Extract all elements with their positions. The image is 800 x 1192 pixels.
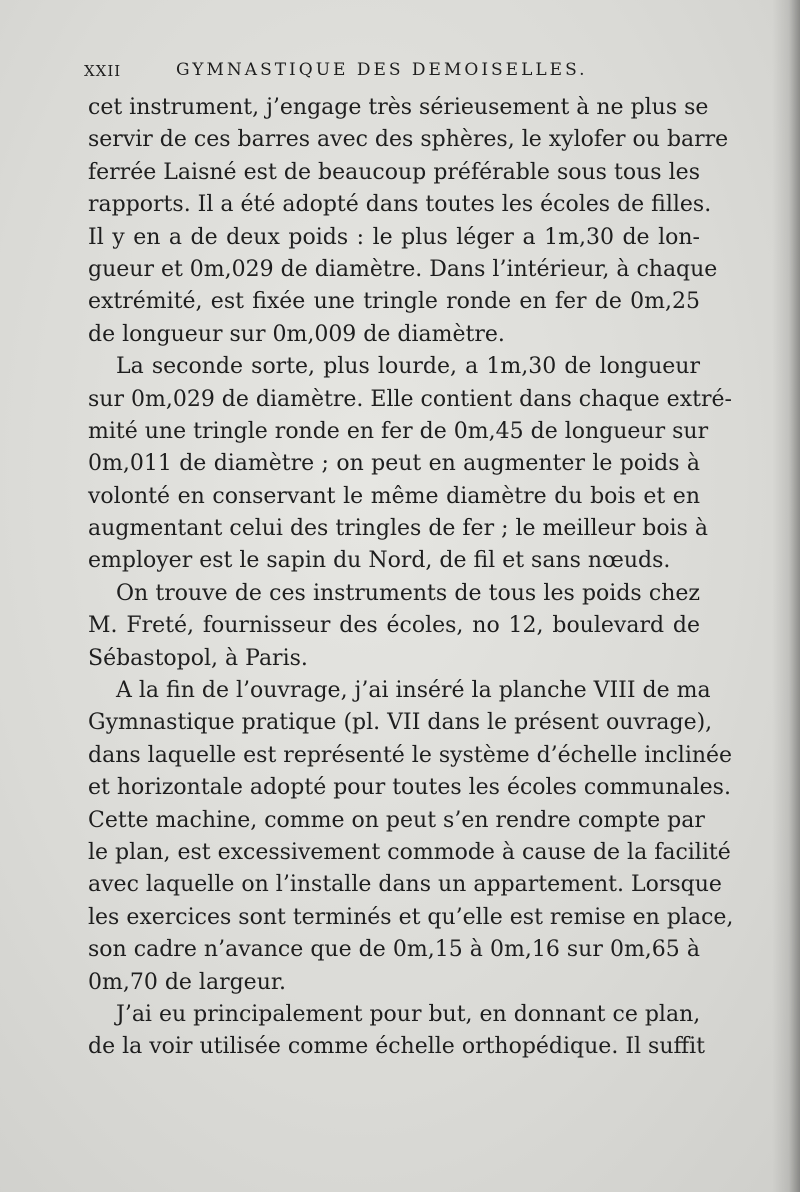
text-line: sur 0m,029 de diamètre. Elle contient dans chaque extré- [88,386,732,412]
text-line: mité une tringle ronde en fer de 0m,45 de longueur sur [88,418,709,444]
text-line: les exercices sont terminés et qu’elle est remise en place, [88,904,734,930]
text-line: extrémité, est fixée une tringle ronde en fer de 0m,25 [88,289,700,315]
text-line: employer est le sapin du Nord, de fil et sans nœuds. [88,548,671,574]
text-line: gueur et 0m,029 de diamètre. Dans l’intérieur, à chaque [88,256,718,282]
text-line: dans laquelle est représenté le système d’échelle inclinée [88,742,733,768]
text-line: rapports. Il a été adopté dans toutes les écoles de filles. [88,192,712,218]
text-line: M. Freté, fournisseur des écoles, no 12, boulevard de [88,613,700,639]
text-line: cet instrument, j’engage très sérieusement à ne plus se [88,95,709,120]
text-line: La seconde sorte, plus lourde, a 1m,30 de longueur [116,354,700,380]
page-edge-shadow [772,0,800,1192]
text-line: 0m,70 de largeur. [88,969,286,995]
text-line: le plan, est excessivement commode à cause de la facilité [88,839,731,865]
text-line: avec laquelle on l’installe dans un appartement. Lorsque [88,872,722,898]
text-line: servir de ces barres avec des sphères, le xylofer ou barre [88,127,729,153]
text-line: son cadre n’avance que de 0m,15 à 0m,16 sur 0m,65 à [88,937,700,963]
text-line: volonté en conservant le même diamètre du bois et en [88,483,700,509]
text-line: augmentant celui des tringles de fer ; le meilleur bois à [88,516,708,542]
body-text [88,92,734,1064]
running-title: GYMNASTIQUE DES DEMOISELLES. [176,60,588,80]
text-line: J’ai eu principalement pour but, en donnant ce plan, [116,1001,701,1027]
text-line: ferrée Laisné est de beaucoup préférable sous tous les [88,159,700,185]
text-line: et horizontale adopté pour toutes les écoles communales. [88,775,731,801]
text-line: Sébastopol, à Paris. [88,645,308,671]
text-line: Cette machine, comme on peut s’en rendre compte par [88,807,705,833]
text-line: 0m,011 de diamètre ; on peut en augmenter le poids à [88,451,700,477]
text-line: A la fin de l’ouvrage, j’ai inséré la planche VIII de ma [116,678,711,704]
text-line: On trouve de ces instruments de tous les poids chez [116,580,700,606]
text-line: de la voir utilisée comme échelle orthopédique. Il suffit [88,1034,705,1060]
page-header [84,60,704,84]
text-line: de longueur sur 0m,009 de diamètre. [88,321,505,347]
text-line: Il y en a de deux poids : le plus léger a 1m,30 de lon- [88,224,700,250]
page-number: XXII [84,62,122,80]
text-line: Gymnastique pratique (pl. VII dans le présent ouvrage), [88,710,713,736]
